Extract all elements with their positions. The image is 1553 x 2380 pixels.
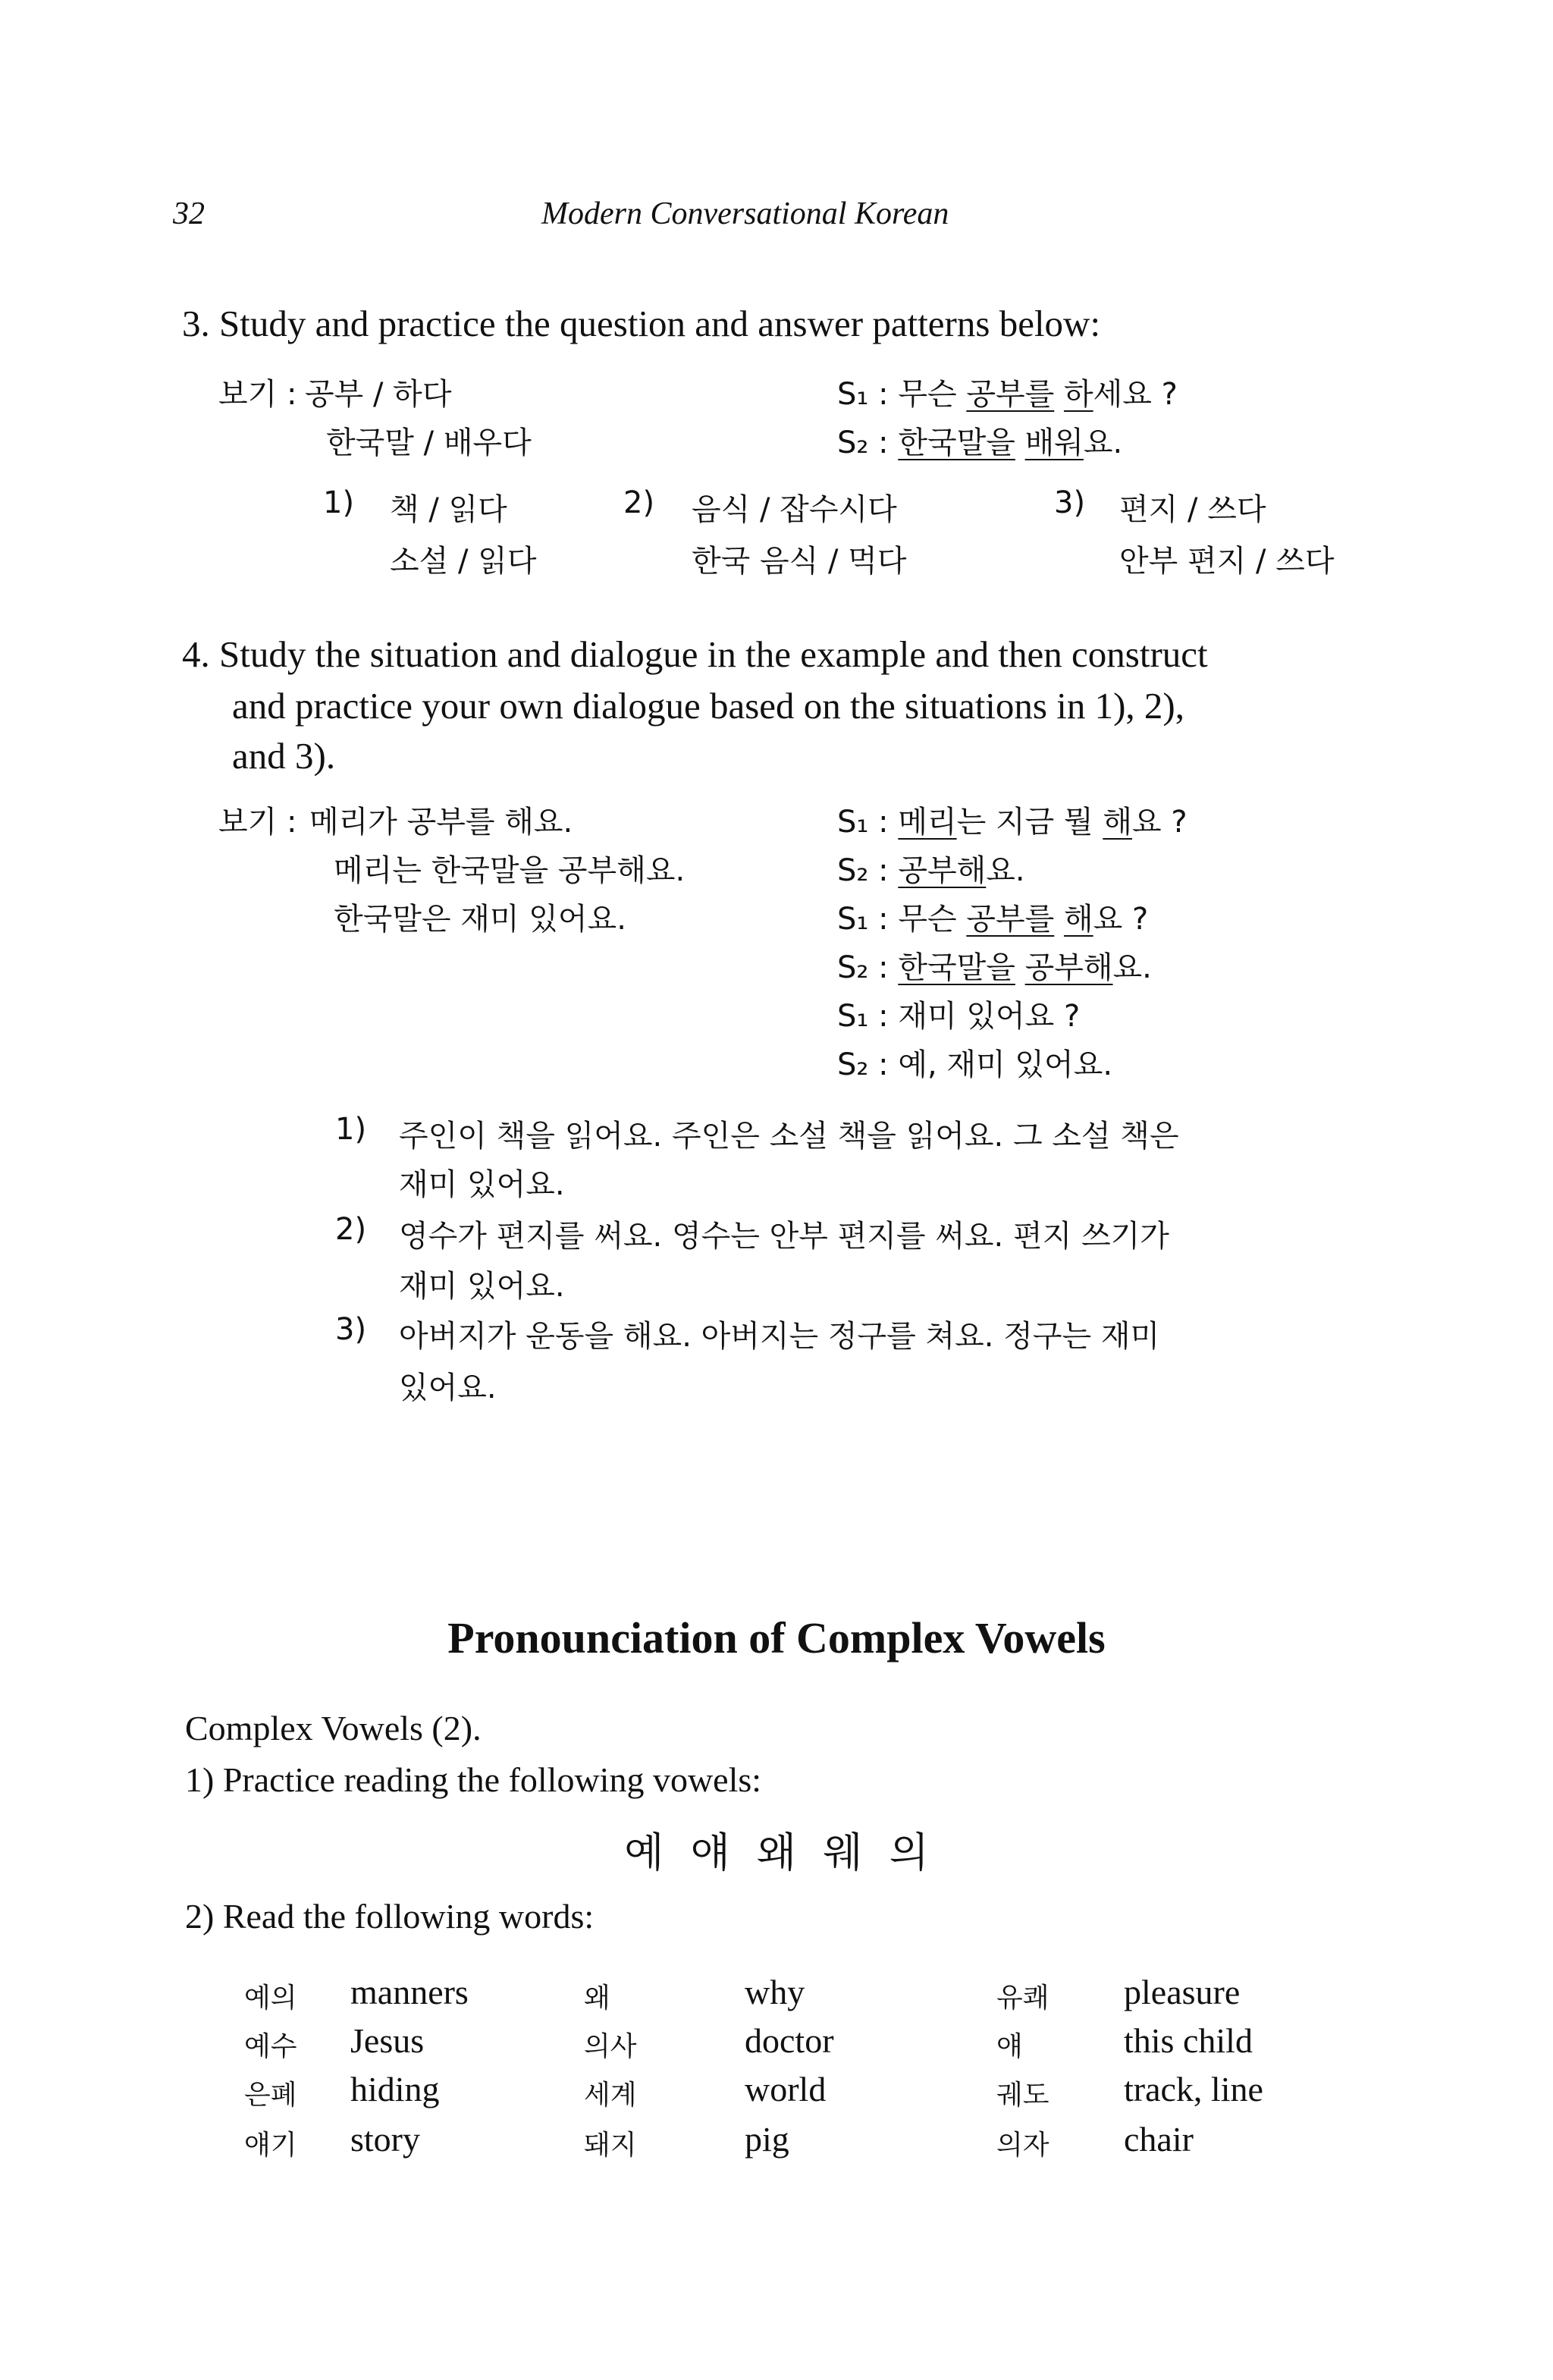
example-label: 보기 : (218, 805, 297, 840)
word-english: manners (350, 1973, 469, 2011)
example-sentence: 메리가 공부를 해요. (309, 805, 573, 840)
dialogue-text: 재미 있어요 ? (898, 999, 1081, 1034)
practice-item: 책 / 읽다 (390, 492, 507, 527)
dialogue-underlined: 해 (1063, 902, 1093, 937)
word-korean: 궤도 (996, 2080, 1049, 2111)
dialogue-underlined: 한국말을 (898, 425, 1015, 460)
page-number: 32 (173, 196, 205, 231)
dialogue-line (837, 419, 1122, 462)
situation-text: 주인이 책을 읽어요. 주인은 소설 책을 읽어요. 그 소설 책은 (399, 1119, 1179, 1154)
step-2-text: 2) Read the following words: (185, 1897, 595, 1936)
running-title: Modern Conversational Korean (541, 196, 949, 231)
word-english: why (745, 1973, 805, 2011)
dialogue-text: 세요 ? (1093, 377, 1178, 412)
dialogue-text: 무슨 (898, 902, 967, 937)
situation-number: 1) (335, 1112, 367, 1147)
dialogue-line (837, 992, 1080, 1035)
dialogue-line (837, 1041, 1112, 1084)
word-korean: 왜 (584, 1983, 610, 2014)
word-korean: 예수 (244, 2031, 297, 2062)
dialogue-text: 요. (1083, 425, 1123, 460)
word-korean: 의사 (584, 2031, 637, 2062)
dialogue-underlined: 한국말을 (898, 950, 1015, 985)
dialogue-underlined: 공부를 (966, 902, 1055, 937)
word-english: pig (745, 2120, 789, 2159)
dialogue-text: 무슨 (898, 377, 967, 412)
dialogue-underlined: 하 (1063, 377, 1093, 412)
speaker-label: S₂ : (837, 950, 889, 985)
dialogue-text: 요 ? (1131, 805, 1187, 840)
exercise-4-instruction: 4. Study the situation and dialogue in the example and then construct (182, 633, 1208, 675)
word-english: pleasure (1124, 1973, 1241, 2011)
dialogue-text: 는 지금 뭘 (956, 805, 1103, 840)
section-heading: Pronounciation of Complex Vowels (447, 1613, 1106, 1663)
dialogue-underlined: 배워 (1024, 425, 1084, 460)
example-pair: 공부 / 하다 (305, 377, 452, 412)
word-english: world (745, 2070, 827, 2108)
dialogue-line (837, 944, 1152, 987)
dialogue-text (1015, 425, 1025, 460)
word-english: track, line (1124, 2070, 1263, 2108)
dialogue-underlined: 메리 (898, 805, 957, 840)
word-english: this child (1124, 2021, 1253, 2060)
example-sentence: 한국말은 재미 있어요. (334, 902, 626, 937)
intro-text: Complex Vowels (2). (185, 1709, 482, 1747)
dialogue-text: 요. (986, 853, 1025, 888)
exercise-3-instruction: 3. Study and practice the question and answer patterns below: (182, 303, 1101, 344)
word-english: doctor (745, 2021, 834, 2060)
dialogue-text (1054, 902, 1064, 937)
situation-text: 재미 있어요. (399, 1167, 565, 1202)
practice-item-number: 1) (323, 485, 355, 520)
dialogue-text: 예, 재미 있어요. (898, 1047, 1113, 1082)
speaker-label: S₂ : (837, 425, 889, 460)
dialogue-underlined: 공부해 (1024, 950, 1113, 985)
practice-item: 한국 음식 / 먹다 (692, 544, 907, 579)
exercise-4-instruction: and 3). (232, 735, 336, 777)
practice-item-number: 3) (1054, 485, 1086, 520)
situation-number: 2) (335, 1212, 367, 1247)
word-english: hiding (350, 2070, 440, 2108)
practice-item: 소설 / 읽다 (390, 544, 537, 579)
example-pair: 한국말 / 배우다 (326, 425, 532, 460)
dialogue-line (837, 370, 1178, 413)
speaker-label: S₂ : (837, 1047, 889, 1082)
speaker-label: S₁ : (837, 999, 889, 1034)
dialogue-underlined: 공부해 (898, 853, 987, 888)
speaker-label: S₁ : (837, 805, 889, 840)
speaker-label: S₁ : (837, 902, 889, 937)
speaker-label: S₂ : (837, 853, 889, 888)
situation-text: 있어요. (399, 1371, 497, 1405)
word-korean: 예의 (244, 1983, 297, 2014)
practice-item: 안부 편지 / 쓰다 (1119, 544, 1335, 579)
speaker-label: S₁ : (837, 377, 889, 412)
dialogue-underlined: 해 (1103, 805, 1132, 840)
vowel-list: 예 얘 왜 웨 의 (624, 1829, 929, 1876)
word-english: Jesus (350, 2021, 425, 2060)
word-korean: 얘 (996, 2031, 1023, 2062)
dialogue-underlined: 공부를 (966, 377, 1055, 412)
word-korean: 의자 (996, 2130, 1049, 2161)
dialogue-text (1054, 377, 1064, 412)
word-korean: 유쾌 (996, 1983, 1049, 2014)
dialogue-line (837, 895, 1148, 938)
situation-text: 영수가 편지를 써요. 영수는 안부 편지를 써요. 편지 쓰기가 (399, 1219, 1169, 1254)
example-label: 보기 : (218, 377, 297, 412)
situation-number: 3) (335, 1312, 367, 1347)
word-english: chair (1124, 2120, 1194, 2159)
practice-item: 음식 / 잡수시다 (692, 492, 897, 527)
dialogue-line (837, 846, 1025, 890)
dialogue-text (1015, 950, 1025, 985)
practice-item: 편지 / 쓰다 (1119, 492, 1266, 527)
word-korean: 얘기 (244, 2130, 297, 2161)
word-korean: 돼지 (584, 2130, 637, 2161)
example-sentence: 메리는 한국말을 공부해요. (334, 853, 686, 888)
exercise-4-instruction: and practice your own dialogue based on the situations in 1), 2), (232, 685, 1184, 727)
word-korean: 은폐 (244, 2080, 297, 2111)
dialogue-text: 요 ? (1093, 902, 1149, 937)
dialogue-line (837, 798, 1187, 841)
practice-item-number: 2) (623, 485, 655, 520)
word-korean: 세계 (584, 2080, 637, 2111)
dialogue-text: 요. (1112, 950, 1152, 985)
step-1-text: 1) Practice reading the following vowels: (185, 1760, 762, 1799)
situation-text: 아버지가 운동을 해요. 아버지는 정구를 쳐요. 정구는 재미 (399, 1319, 1160, 1354)
situation-text: 재미 있어요. (399, 1269, 565, 1304)
word-english: story (350, 2120, 420, 2159)
